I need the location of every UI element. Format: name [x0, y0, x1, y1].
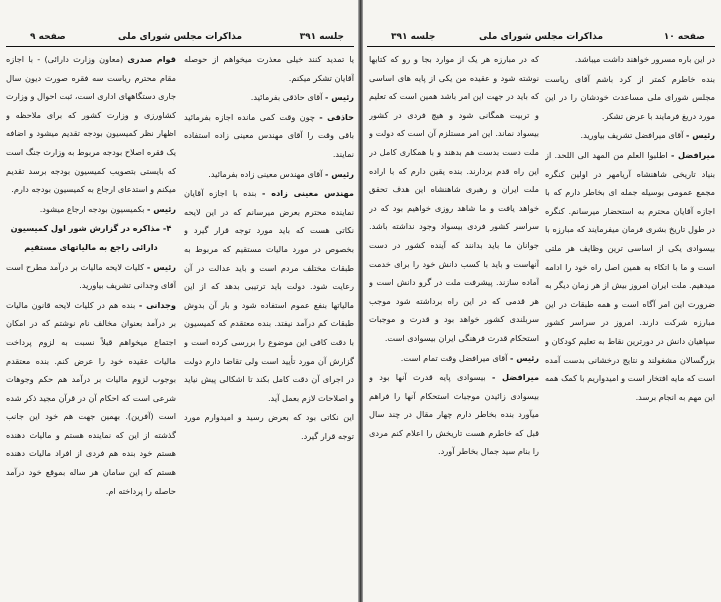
paragraph: [545, 50, 715, 69]
paragraph: [184, 50, 354, 87]
section-heading: [6, 219, 176, 256]
paragraph: [6, 258, 176, 295]
speaker-name: وجدانی -: [138, 299, 176, 310]
paragraph: [184, 184, 354, 407]
page-header: [367, 30, 715, 47]
paragraph: [369, 368, 539, 461]
speaker-name: رئیس -: [146, 261, 176, 272]
speaker-name: حاذقی -: [319, 111, 354, 122]
paragraph-text: این نکاتی بود که بعرض رسید و امیدوارم مورد توجه قرار گیرد.: [184, 412, 354, 441]
session-number: جلسه ۳۹۱: [299, 32, 344, 42]
paragraph-text: (معاون وزارت دارائی) - با اجازه مقام محترم ریاست سه فقره صورت دیون سال جاری دستگاههای اداری است، ثبت احوال و وزارت کشاورزی و وزارت کشور که برای ملاحظه و اظهار نظر کمیسیون بودجه تقدیم میشود و اضافه یک فقره اصلاح بودجه مربوط به وزارت جنگ است که بایستی بتصویب کمیسیون بودجه برسد تقدیم میکنم و استدعای ارجاع به کمیسیون بودجه دارم.: [6, 54, 176, 195]
speaker-name: رئیس -: [147, 203, 176, 214]
left-page: [0, 0, 360, 602]
paragraph: [184, 408, 354, 445]
paragraph-text: یا تمدید کنند خیلی معذرت میخواهم از حوصله آقایان تشکر میکنم.: [184, 54, 354, 83]
paragraph: [184, 165, 354, 184]
paragraph: [6, 50, 176, 199]
page-number: صفحه ۹: [30, 32, 66, 42]
text-column-left: [6, 50, 176, 590]
page-header: [6, 30, 354, 47]
paragraph: [369, 349, 539, 368]
paragraph: [545, 146, 715, 406]
paragraph-text: بکمیسیون بودجه ارجاع میشود.: [39, 203, 145, 214]
paragraph-text: بنده هم در کلیات لایحه قانون مالیات بر درآمد بعنوان مخالف نام نوشتم که در امکان اجتماع میخواهم قبلاً نسبت به لزوم پرداخت مالیات عقیده خود را عرض کنم. بنده معتقدم بوجوب لزوم مالیات بر درآمد هم حکم وجوهات شرعی است که احکام آن در قرآن مجید ذکر شده است (آفرین). بهمین جهت هم خود این جانب گذشته از این که نماینده هستم و مالیات دهنده هستم خود بنده هم فردی از افراد مالیات دهنده هستم که این سامان هر ساله بموقع خود درآمد حاصله را پرداخته ام.: [6, 299, 176, 496]
speaker-name: رئیس -: [325, 168, 354, 179]
speaker-name: رئیس -: [686, 130, 715, 141]
paragraph: [545, 126, 715, 145]
running-title: مذاکرات مجلس شورای ملی: [478, 32, 604, 42]
paragraph-text: بیسوادی پایه قدرت آنها بود و بیسوادی زائیدن موجبات استحکام آنها را فراهم میآورد بنده بخاطر دارم چهار مقال در چند سال قبل که خاطرم هست تاریخش را اعلام کنم مردی را بنام سید جمال بخاطر آورد.: [369, 372, 539, 457]
paragraph-text: که در مبارزه هر یک از موارد بجا و رو که کتابها نوشته شود و عقیده من یکی از پایه های اساسی که باید در جهت این امر باشد همین است که تعلیم و تربیت همگانی شود و هیچ فردی در کشور بیسواد نماند. این امر مستلزم آن است که دولت و ملت دست بدست هم بدهند و با همکاری کامل در این راه قدم بردارند. بنده یقین دارم که با اراده ملت ایران و رهبری شاهنشاه این هدف تحقق خواهد یافت و ما شاهد روزی خواهیم بود که در سراسر کشور فردی بیسواد وجود نداشته باشد. جوانان ما باید بدانند که آینده کشور در دست آنهاست و باید با کسب دانش خود را برای خدمت آماده سازند. پیشرفت ملت در گرو دانش است و هر قدمی که در این راه برداشته شود موجب سربلندی کشور خواهد بود و قدرت و موجبات استحکام قدرت فرهنگی ایران بیسوادی است.: [369, 54, 539, 343]
speaker-name: میرافضل -: [491, 372, 539, 383]
paragraph: [6, 200, 176, 219]
session-number: جلسه ۳۹۱: [391, 32, 436, 42]
paragraph-text: بنده با اجازه آقایان نماینده محترم بعرض میرسانم که در این لایحه نکاتی هست که باید مورد توجه قرار گیرد و بخصوص در مورد مالیات مستقیم که مربوط به طبقات مختلف مردم است و باید عدالت در آن رعایت شود. دولت باید ترتیبی بدهد که از این مالیاتها بنفع عموم استفاده شود و بار آن بدوش طبقات کم درآمد نیفتد. بنده معتقدم که کمیسیون با دقت کافی این موضوع را بررسی کرده است و گزارش آن مورد تأیید است ولی تقاضا دارم دولت در اجرای آن دقت کامل بکند تا اشکالی پیش نیاید و اصلاحات لازم بعمل آید.: [184, 188, 354, 403]
book-gutter: [358, 0, 363, 602]
speaker-name: مهندس معینی زاده -: [262, 188, 354, 199]
paragraph-text: آقای مهندس معینی زاده بفرمائید.: [208, 168, 323, 179]
paragraph-text: چون وقت کمی مانده اجازه بفرمائید باقی وقت را آقای مهندس معینی زاده استفاده نمایند.: [184, 111, 354, 159]
paragraph: [369, 50, 539, 348]
page-number: صفحه ۱۰: [663, 32, 705, 42]
paragraph: [184, 108, 354, 164]
paragraph-text: بنده خاطرم کمتر از کرد باشم آقای ریاست مجلس شورای ملی مساعدت خودشان را در این مورد دریغ فرمایند با عرض تشکر.: [545, 73, 715, 121]
running-title: مذاکرات مجلس شورای ملی: [117, 32, 243, 42]
paragraph-text: ۴- مذاکره در گزارش شور اول کمیسیون دارائی راجع به مالیاتهای مستقیم: [10, 223, 172, 252]
paragraph: [6, 296, 176, 501]
speaker-name: رئیس -: [510, 352, 539, 363]
text-column-left: [369, 50, 539, 570]
speaker-name: قوام صدری: [127, 54, 176, 64]
right-page: [361, 0, 721, 602]
text-column-right: [545, 50, 715, 590]
paragraph-text: آقای میرافضل وقت تمام است.: [400, 352, 508, 363]
speaker-name: میرافضل -: [671, 149, 715, 160]
speaker-name: رئیس -: [325, 92, 354, 103]
paragraph-text: آقای میرافضل تشریف بیاورید.: [580, 130, 684, 141]
text-column-right: [184, 50, 354, 570]
paragraph: [184, 88, 354, 107]
paragraph: [545, 70, 715, 126]
paragraph-text: در این باره مسرور خواهند داشت میباشد.: [574, 54, 715, 64]
paragraph-text: کلیات لایحه مالیات بر درآمد مطرح است آقای وجدانی تشریف بیاورید.: [6, 261, 176, 291]
paragraph-text: اطلبوا العلم من المهد الی اللحد. از بنیاد تاریخی شاهنشاه آریامهر در اولین کنگره مجمع عمومی بوسیله جمله ای بخاطر دارم که با اجازه آقایان محترم به استحضار میرسانم. کنگره در طول تاریخ بشری فرمان میفرمایند که مبارزه با بیسوادی یکی از اساسی ترین وظایف هر ملتی است و ما با اتکاء به همین اصل راه خود را ادامه میدهیم. ملت ایران امروز بیش از هر زمان دیگر به ضرورت این امر آگاه است و همه طبقات در این مبارزه شرکت دارند. امروز در سراسر کشور سپاهیان دانش در دورترین نقاط به تعلیم کودکان و بزرگسالان مشغولند و نتایج درخشانی بدست آمده است که مایه افتخار است و امیدواریم با کمک همه این مهم به انجام برسد.: [545, 149, 715, 402]
paragraph-text: آقای حاذقی بفرمائید.: [250, 92, 323, 103]
